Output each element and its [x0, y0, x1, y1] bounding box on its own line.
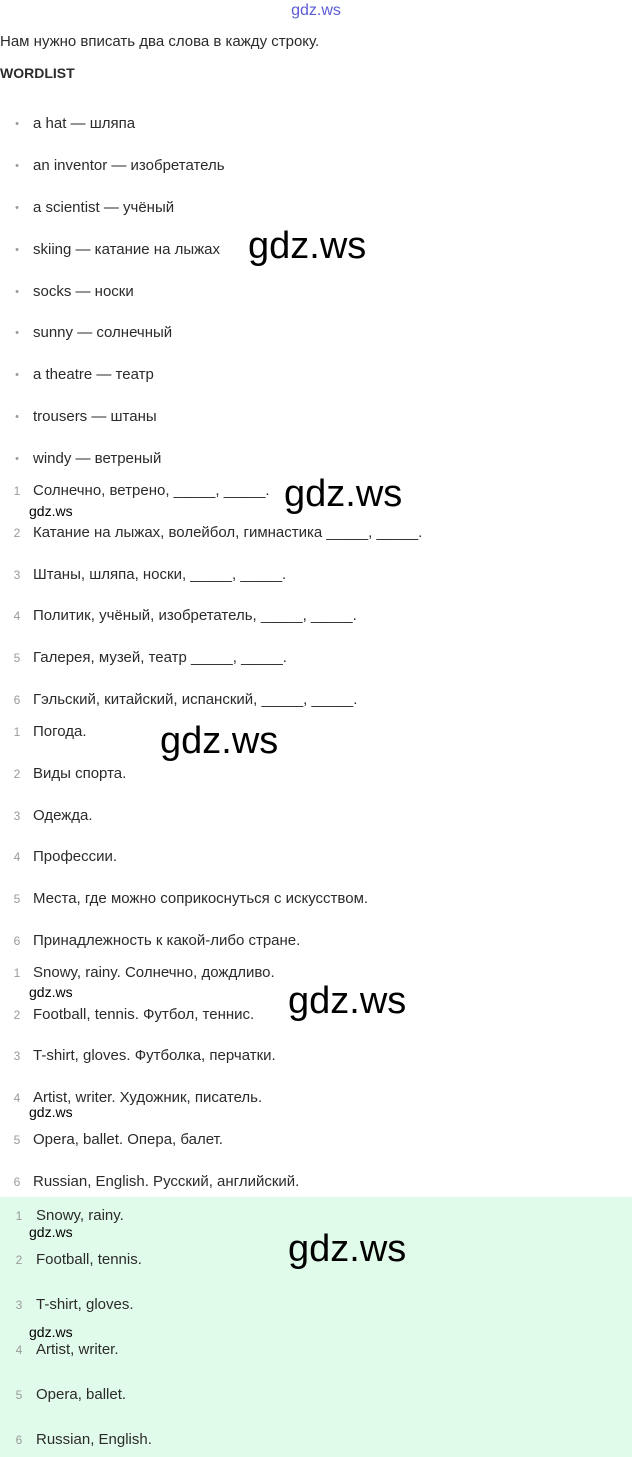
watermark: gdz.ws	[288, 1228, 407, 1270]
item-number: 1	[13, 484, 21, 498]
wordlist-item-text: windy — ветреный	[33, 450, 162, 467]
bullet-icon: •	[15, 160, 19, 172]
item-number: 5	[13, 651, 21, 665]
wordlist-item-text: sunny — солнечный	[33, 324, 173, 341]
wordlist-item-text: a hat — шляпа	[33, 115, 136, 132]
item-number: 1	[13, 966, 21, 980]
bullet-icon: •	[15, 244, 19, 256]
item-text: Football, tennis. Футбол, теннис.	[33, 1006, 255, 1023]
wordlist-item-text: a scientist — учёный	[33, 199, 175, 216]
watermark: gdz.ws	[29, 1324, 73, 1340]
item-text: Штаны, шляпа, носки, _____, _____.	[33, 566, 287, 583]
item-text: Artist, writer. Художник, писатель.	[33, 1089, 263, 1106]
item-number: 3	[13, 568, 21, 582]
item-number: 2	[13, 526, 21, 540]
item-number: 5	[13, 892, 21, 906]
item-number: 6	[13, 934, 21, 948]
watermark: gdz.ws	[160, 720, 279, 762]
item-number: 6	[13, 693, 21, 707]
watermark: gdz.ws	[248, 225, 367, 267]
item-text: Политик, учёный, изобретатель, _____, _____.	[33, 607, 357, 624]
item-text: Artist, writer.	[36, 1341, 119, 1358]
wordlist-item-text: socks — носки	[33, 283, 134, 300]
item-text: Snowy, rainy. Солнечно, дождливо.	[33, 964, 275, 981]
item-text: Места, где можно соприкоснуться с искусством.	[33, 890, 369, 907]
item-text: Одежда.	[33, 807, 93, 824]
site-header-link[interactable]: gdz.ws	[291, 2, 341, 19]
item-text: Катание на лыжах, волейбол, гимнастика _____, _____.	[33, 524, 423, 541]
item-number: 4	[13, 609, 21, 623]
item-number: 2	[15, 1253, 23, 1267]
bullet-icon: •	[15, 327, 19, 339]
instruction-text: Нам нужно вписать два слова в кажду строку.	[0, 33, 320, 50]
item-number: 4	[15, 1343, 23, 1357]
item-text: Солнечно, ветрено, _____, _____.	[33, 482, 270, 499]
item-number: 2	[13, 1008, 21, 1022]
item-text: Погода.	[33, 723, 87, 740]
wordlist-item-text: an inventor — изобретатель	[33, 157, 225, 174]
item-number: 6	[15, 1433, 23, 1447]
item-text: Гэльский, китайский, испанский, _____, _____.	[33, 691, 358, 708]
bullet-icon: •	[15, 411, 19, 423]
item-text: Russian, English. Русский, английский.	[33, 1173, 300, 1190]
item-text: Виды спорта.	[33, 765, 127, 782]
item-number: 3	[15, 1298, 23, 1312]
item-text: Snowy, rainy.	[36, 1207, 124, 1224]
bullet-icon: •	[15, 118, 19, 130]
wordlist-item-text: a theatre — театр	[33, 366, 154, 383]
item-text: Football, tennis.	[36, 1251, 142, 1268]
item-number: 1	[13, 725, 21, 739]
item-number: 6	[13, 1175, 21, 1189]
item-text: Opera, ballet.	[36, 1386, 127, 1403]
item-number: 3	[13, 1049, 21, 1063]
watermark: gdz.ws	[288, 980, 407, 1022]
item-text: T-shirt, gloves.	[36, 1296, 134, 1313]
item-number: 3	[13, 809, 21, 823]
item-number: 5	[15, 1388, 23, 1402]
watermark: gdz.ws	[29, 1224, 73, 1240]
item-number: 4	[13, 1091, 21, 1105]
watermark: gdz.ws	[29, 984, 73, 1000]
watermark: gdz.ws	[29, 1104, 73, 1120]
item-number: 5	[13, 1133, 21, 1147]
item-number: 1	[15, 1209, 23, 1223]
item-text: Профессии.	[33, 848, 118, 865]
watermark: gdz.ws	[29, 503, 73, 519]
item-text: T-shirt, gloves. Футболка, перчатки.	[33, 1047, 276, 1064]
item-number: 2	[13, 767, 21, 781]
bullet-icon: •	[15, 286, 19, 298]
item-text: Russian, English.	[36, 1431, 152, 1448]
watermark: gdz.ws	[284, 473, 403, 515]
bullet-icon: •	[15, 369, 19, 381]
wordlist-heading: WORDLIST	[0, 65, 75, 81]
bullet-icon: •	[15, 453, 19, 465]
wordlist-item-text: trousers — штаны	[33, 408, 157, 425]
bullet-icon: •	[15, 202, 19, 214]
item-number: 4	[13, 850, 21, 864]
item-text: Opera, ballet. Опера, балет.	[33, 1131, 223, 1148]
item-text: Принадлежность к какой-либо стране.	[33, 932, 301, 949]
wordlist-item-text: skiing — катание на лыжах	[33, 241, 221, 258]
item-text: Галерея, музей, театр _____, _____.	[33, 649, 287, 666]
